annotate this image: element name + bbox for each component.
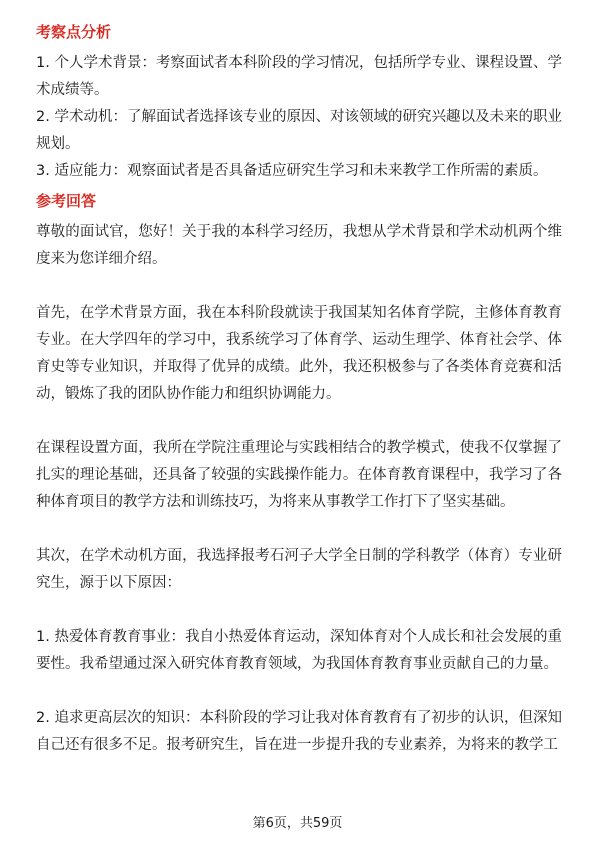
paragraph-spacer: [36, 597, 562, 624]
answer-paragraph: 其次，在学术动机方面，我选择报考石河子大学全日制的学科教学（体育）专业研究生，源于以下原因：: [36, 548, 562, 591]
analysis-item: 2. 学术动机：了解面试者选择该专业的原因、对该领域的研究兴趣以及未来的职业规划。: [36, 109, 562, 152]
analysis-heading: 考察点分析: [36, 23, 112, 41]
paragraph-spacer: [36, 273, 562, 300]
answer-paragraph: 在课程设置方面，我所在学院注重理论与实践相结合的教学模式，使我不仅掌握了扎实的理论基础，还具备了较强的实践操作能力。在体育教育课程中，我学习了各种体育项目的教学方法和训练技巧，为将来从事教学工作打下了坚实基础。: [36, 440, 562, 510]
answer-paragraph: 首先，在学术背景方面，我在本科阶段就读于我国某知名体育学院，主修体育教育专业。在大学四年的学习中，我系统学习了体育学、运动生理学、体育社会学、体育史等专业知识，并取得了优异的成绩。此外，我还积极参与了各类体育竞赛和活动，锻炼了我的团队协作能力和组织协调能力。: [36, 305, 562, 402]
answer-paragraph: 1. 热爱体育教育事业：我自小热爱体育运动，深知体育对个人成长和社会发展的重要性。我希望通过深入研究体育教育领域，为我国体育教育事业贡献自己的力量。: [36, 629, 562, 672]
paragraph-spacer: [36, 408, 562, 435]
document-page: [36, 22, 562, 759]
analysis-item: 1. 个人学术背景：考察面试者本科阶段的学习情况，包括所学专业、课程设置、学术成绩等。: [36, 55, 562, 98]
paragraph-spacer: [36, 678, 562, 705]
analysis-item: 3. 适应能力：观察面试者是否具备适应研究生学习和未来教学工作所需的素质。: [36, 163, 548, 179]
answer-paragraph: 尊敬的面试官，您好！关于我的本科学习经历，我想从学术背景和学术动机两个维度来为您详细介绍。: [36, 224, 562, 267]
answer-heading: 参考回答: [36, 192, 97, 210]
page-number: 第6页，共59页: [252, 816, 343, 831]
paragraph-spacer: [36, 516, 562, 543]
answer-paragraph: 2. 追求更高层次的知识：本科阶段的学习让我对体育教育有了初步的认识，但深知自己还有很多不足。报考研究生，旨在进一步提升我的专业素养，为将来的教学工: [36, 710, 562, 753]
